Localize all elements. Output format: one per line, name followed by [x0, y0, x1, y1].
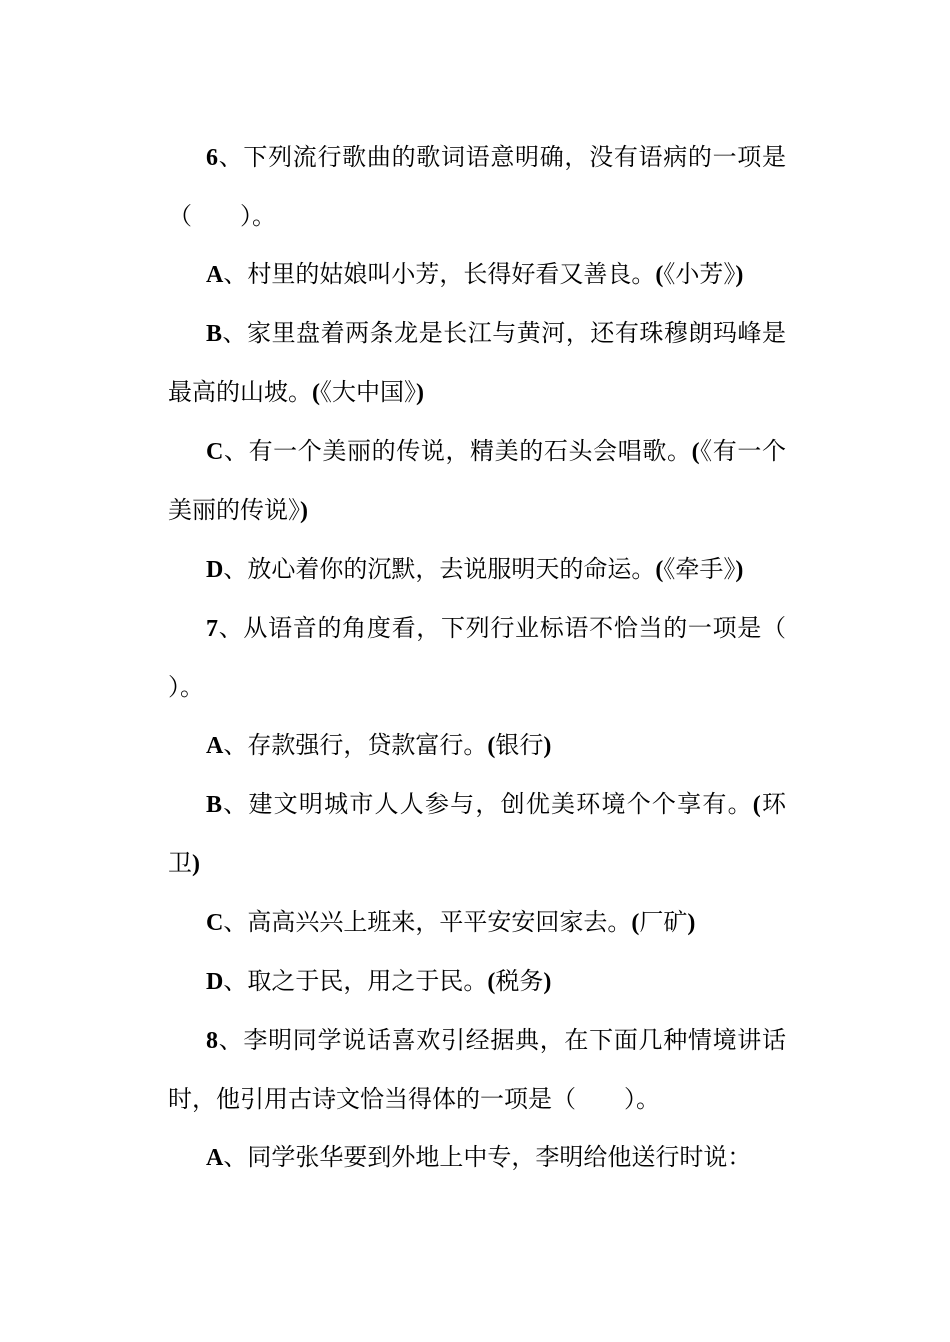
paren-close: ) — [192, 851, 200, 877]
paren-close: ) — [687, 910, 696, 936]
option-source: 厂矿 — [639, 908, 688, 936]
option-label: D — [206, 557, 224, 583]
question-7-option-b — [168, 775, 786, 893]
option-source: 《小芳》 — [663, 260, 736, 288]
option-source: 税务 — [495, 967, 544, 995]
question-8-option-a — [168, 1128, 786, 1187]
question-7-stem — [168, 599, 834, 716]
question-7-option-c — [168, 893, 786, 952]
option-label: D — [206, 969, 224, 995]
option-source: 环卫 — [168, 790, 787, 877]
question-6-option-a — [168, 245, 786, 304]
paren-open: ( — [752, 792, 761, 818]
question-6-option-c — [168, 422, 786, 540]
paren-open: ( — [691, 439, 700, 465]
option-text: 、建文明城市人人参与，创优美环境个个享有。 — [222, 790, 753, 818]
paren-close: ) — [543, 969, 552, 995]
paren-close: ) — [735, 557, 744, 583]
option-source: 《大中国》 — [320, 378, 416, 406]
option-text: 、同学张华要到外地上中专，李明给他送行时说： — [223, 1143, 752, 1171]
paren-close: ) — [416, 380, 424, 406]
question-6-option-b — [168, 304, 786, 422]
paren-open: ( — [487, 733, 496, 759]
paren-open: ( — [312, 380, 320, 406]
paren-close: ) — [735, 262, 744, 288]
paren-open: ( — [487, 969, 496, 995]
option-source: 银行 — [495, 731, 544, 759]
option-text: 、取之于民，用之于民。 — [223, 967, 488, 995]
question-number: 6 — [206, 145, 218, 171]
question-number: 7 — [206, 616, 218, 642]
option-text: 、存款强行，贷款富行。 — [223, 731, 488, 759]
paren-open: ( — [655, 262, 664, 288]
question-text: 、下列流行歌曲的歌词语意明确，没有语病的一项是（ ）。 — [168, 143, 786, 230]
paren-close: ) — [300, 498, 308, 524]
option-label: A — [206, 733, 224, 759]
option-source: 《牵手》 — [663, 555, 736, 583]
paren-open: ( — [631, 910, 640, 936]
option-label: B — [206, 792, 223, 818]
option-text: 、有一个美丽的传说，精美的石头会唱歌。 — [223, 437, 692, 465]
option-label: A — [206, 1145, 224, 1171]
paren-close: ) — [543, 733, 552, 759]
option-text: 、家里盘着两条龙是长江与黄河，还有珠穆朗玛峰是最高的山坡。 — [168, 319, 786, 406]
question-text: 、从语音的角度看，下列行业标语不恰当的一项是（ ）。 — [168, 614, 834, 701]
option-label: C — [206, 910, 224, 936]
question-number: 8 — [206, 1028, 218, 1054]
option-label: B — [206, 321, 223, 347]
question-6-stem — [168, 128, 786, 245]
question-text: 、李明同学说话喜欢引经据典，在下面几种情境讲话时，他引用古诗文恰当得体的一项是（ ）。 — [168, 1026, 786, 1113]
option-label: A — [206, 262, 224, 288]
option-source: 《有一个美丽的传说》 — [168, 437, 787, 524]
option-text: 、村里的姑娘叫小芳，长得好看又善良。 — [223, 260, 656, 288]
paren-open: ( — [655, 557, 664, 583]
document-page — [168, 128, 834, 1187]
question-7-option-a — [168, 716, 786, 775]
option-text: 、放心着你的沉默，去说服明天的命运。 — [223, 555, 656, 583]
question-6-option-d — [168, 540, 786, 599]
option-text: 、高高兴兴上班来，平平安安回家去。 — [223, 908, 632, 936]
question-8-stem — [168, 1011, 786, 1128]
option-label: C — [206, 439, 224, 465]
question-7-option-d — [168, 952, 786, 1011]
